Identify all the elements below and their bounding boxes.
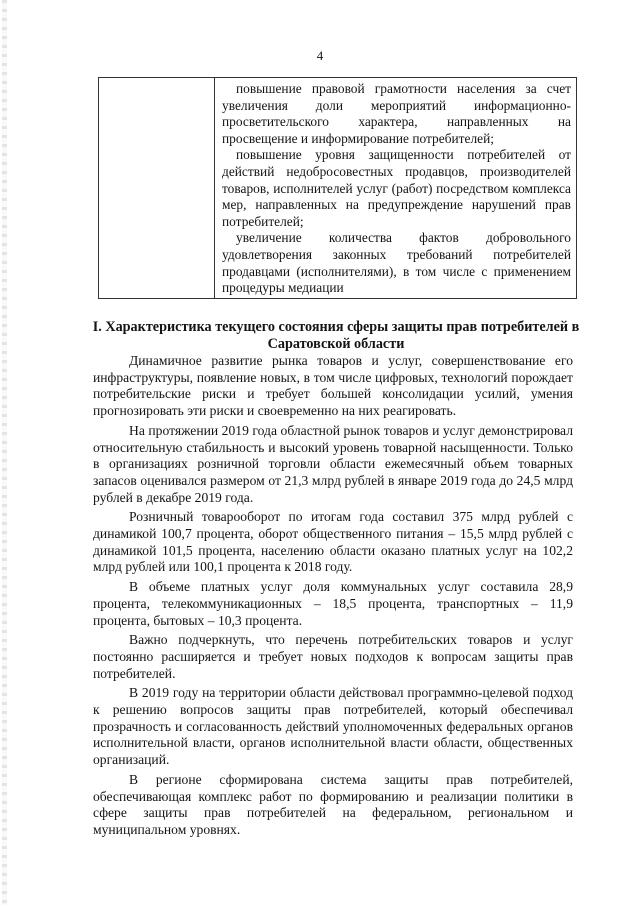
paragraph: В объеме платных услуг доля коммунальных услуг составила 28,9 процента, телекоммуникационных – 18,5 процента, транспортных – 11,9 процента, бытовых – 10,3 процента. (93, 579, 573, 628)
section-heading: I. Характеристика текущего состояния сферы защиты прав потребителей в Саратовской области (92, 319, 580, 352)
goal-item: увеличение количества фактов добровольного удовлетворения законных требований потребителей продавцами (исполнителями), в том числе с применением процедуры медиации (222, 230, 571, 296)
goals-table (98, 77, 577, 299)
goal-item: повышение уровня защищенности потребителей от действий недобросовестных продавцов, производителей товаров, исполнителей услуг (работ) посредством комплекса мер, направленных на предупреждение нарушений прав потребителей; (222, 147, 571, 229)
paragraph: Розничный товарооборот по итогам года составил 375 млрд рублей с динамикой 100,7 процента, оборот общественного питания – 15,5 млрд рублей с динамикой 101,5 процента, населению области оказано платных услуг на 102,2 млрд рублей или 100,1 процента к 2018 году. (93, 509, 573, 575)
page-number: 4 (316, 48, 324, 63)
paragraph: В 2019 году на территории области действовал программно-целевой подход к решению вопросов защиты прав потребителей, который обеспечивал прозрачность и согласованность действий уполномоченных федеральных органов исполнительной власти, органов исполнительной власти области, общественных организаций. (93, 685, 573, 768)
goal-item: повышение правовой грамотности населения за счет увеличения доли мероприятий информационно-просветительского характера, направленных на просвещение и информирование потребителей; (222, 81, 571, 146)
paragraph: Важно подчеркнуть, что перечень потребительских товаров и услуг постоянно расширяется и требует новых подходов к вопросам защиты прав потребителей. (93, 632, 573, 681)
paragraph: На протяжении 2019 года областной рынок товаров и услуг демонстрировал относительную стабильность и высокий уровень товарной насыщенности. Только в организациях розничной торговли области ежемесячный объем товарных запасов оценивался размером от 21,3 млрд рублей в январе 2019 года до 24,5 млрд рублей в декабре 2019 года. (93, 422, 573, 505)
paragraph: В регионе сформирована система защиты прав потребителей, обеспечивающая комплекс работ по формированию и реализации политики в сфере защиты прав потребителей на федеральном, региональном и муниципальном уровнях. (93, 771, 573, 837)
section-body (93, 353, 573, 842)
paragraph: Динамичное развитие рынка товаров и услуг, совершенствование его инфраструктуры, появление новых, в том числе цифровых, технологий порождает потребительские риски и требует большей консолидации усилий, умения прогнозировать эти риски и своевременно на них реагировать. (93, 353, 573, 419)
scan-edge-artifact (2, 0, 7, 905)
goals-table-label-cell (99, 78, 215, 298)
goals-table-content-cell (215, 78, 576, 298)
